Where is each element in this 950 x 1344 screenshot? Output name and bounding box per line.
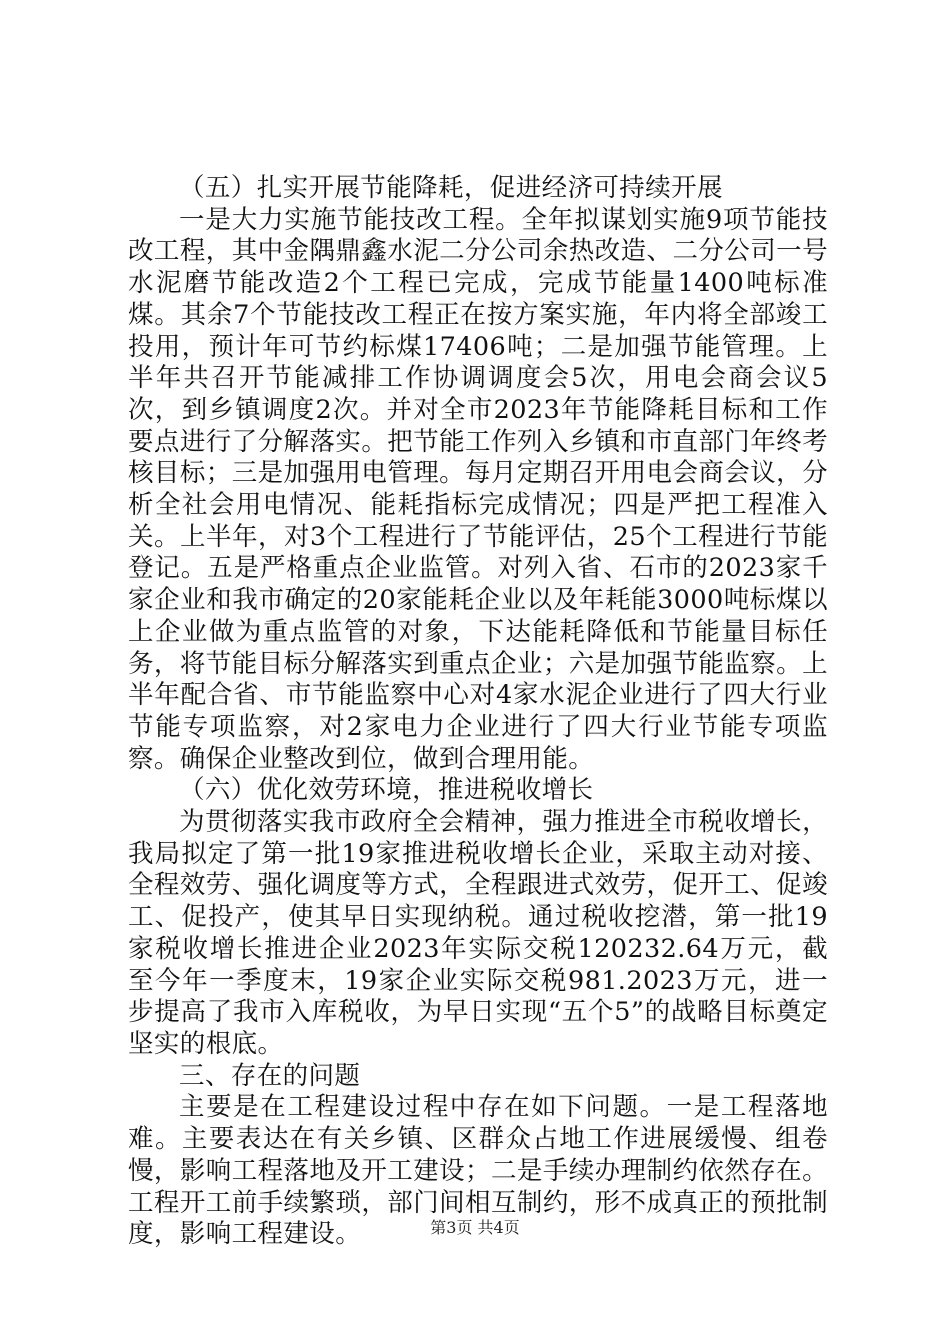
page-footer xyxy=(0,1218,950,1238)
section-3-body: 主要是在工程建设过程中存在如下问题。一是工程落地难。主要表达在有关乡镇、区群众占地工作进展缓慢、组卷慢，影响工程落地及开工建设；二是手续办理制约依然存在。工程开工前手续繁琐，部门间相互制约，形不成真正的预批制度，影响工程建设。 xyxy=(128,1092,828,1250)
section-5-heading: （五）扎实开展节能降耗，促进经济可持续开展 xyxy=(179,173,723,203)
section-6-body: 为贯彻落实我市政府全会精神，强力推进全市税收增长，我局拟定了第一批19家推进税收增长企业，采取主动对接、全程效劳、强化调度等方式，全程跟进式效劳，促开工、促竣工、促投产，使其早日实现纳税。通过税收挖潜，第一批19家税收增长推进企业2023年实际交税120232.64万元，截至今年一季度末，19家企业实际交税981.2023万元，进一步提高了我市入库税收，为早日实现“五个5”的战略目标奠定坚实的根底。 xyxy=(128,807,828,1059)
document-body xyxy=(128,173,828,1251)
section-6-heading: （六）优化效劳环境，推进税收增长 xyxy=(179,775,594,806)
page-number-label: 第3页 共4页 xyxy=(430,1218,520,1237)
section-5-body: 一是大力实施节能技改工程。全年拟谋划实施9项节能技改工程，其中金隅鼎鑫水泥二分公司余热改造、二分公司一号水泥磨节能改造2个工程已完成，完成节能量1400吨标准煤。其余7个节能技改工程正在按方案实施，年内将全部竣工投用，预计年可节约标煤17406吨；二是加强节能管理。上半年共召开节能减排工作协调调度会5次，用电会商会议5次，到乡镇调度2次。并对全市2023年节能降耗目标和工作要点进行了分解落实。把节能工作列入乡镇和市直部门年终考核目标；三是加强用电管理。每月定期召开用电会商会议，分析全社会用电情况、能耗指标完成情况；四是严把工程准入关。上半年，对3个工程进行了节能评估，25个工程进行节能登记。五是严格重点企业监管。对列入省、石市的2023家千家企业和我市确定的20家能耗企业以及年耗能3000吨标煤以上企业做为重点监管的对象，下达能耗降低和节能量目标任务，将节能目标分解落实到重点企业；六是加强节能监察。上半年配合省、市节能监察中心对4家水泥企业进行了四大行业节能专项监察，对2家电力企业进行了四大行业节能专项监察。确保企业整改到位，做到合理用能。 xyxy=(128,204,828,774)
section-3-heading: 三、存在的问题 xyxy=(179,1060,361,1091)
